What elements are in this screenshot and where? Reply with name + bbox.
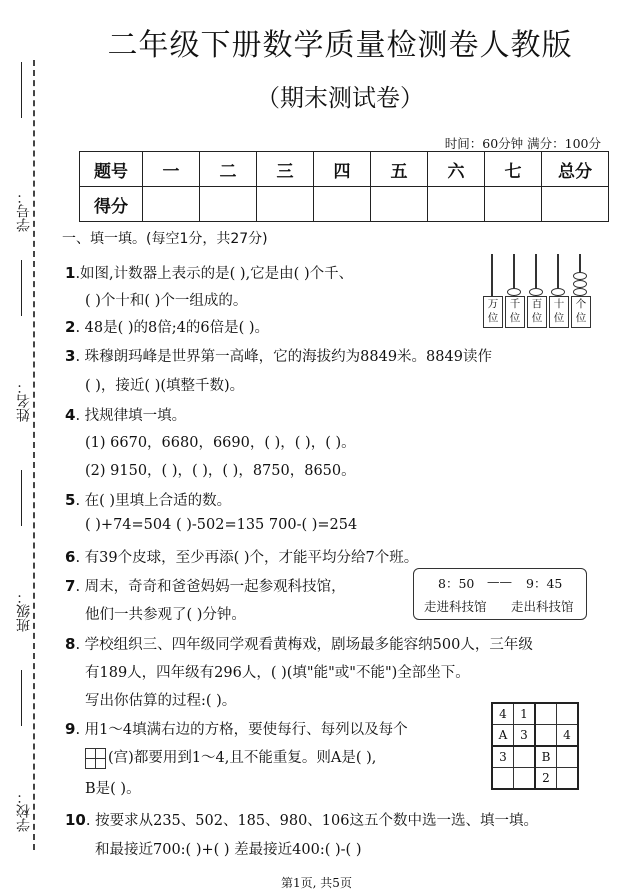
sudoku-cell: A bbox=[492, 725, 514, 747]
sudoku-cell: B bbox=[535, 746, 557, 768]
question-text: . 在( )里填上合适的数。 bbox=[75, 493, 232, 509]
question-text: .如图,计数器上表示的是( ),它是由( )个千、 bbox=[75, 266, 354, 282]
question-text: (宫)都要用到1～4,且不能重复。则A是( ), bbox=[108, 750, 377, 766]
question-text: . 48是( )的8倍;4的6倍是( )。 bbox=[75, 320, 270, 336]
question-4-line-1 bbox=[65, 404, 186, 425]
sudoku-cell bbox=[557, 768, 579, 790]
question-number: 9 bbox=[65, 720, 76, 738]
question-text: . 找规律填一填。 bbox=[75, 408, 187, 424]
question-7-line-2: 他们一共参观了( )分钟。 bbox=[85, 607, 246, 623]
sudoku-cell: 1 bbox=[514, 703, 536, 725]
time-dash: —— bbox=[487, 574, 512, 589]
sudoku-cell bbox=[557, 703, 579, 725]
score-cell[interactable] bbox=[542, 187, 609, 222]
score-row bbox=[80, 187, 609, 222]
page-subtitle: （期末测试卷） bbox=[256, 84, 424, 112]
question-text: . 有39个皮球，至少再添( )个，才能平均分给7个班。 bbox=[75, 550, 419, 566]
question-2 bbox=[65, 316, 269, 337]
side-label-student-number: 学号： bbox=[16, 190, 32, 232]
score-row-label: 得分 bbox=[80, 187, 143, 222]
abacus-bead bbox=[573, 288, 587, 296]
time-exit: 9：45 bbox=[526, 576, 563, 591]
abacus-bead bbox=[551, 288, 565, 296]
abacus-bead bbox=[507, 288, 521, 296]
score-header-cell: 题号 bbox=[80, 152, 143, 187]
question-text: . 周末，奇奇和爸爸妈妈一起参观科技馆， bbox=[75, 579, 346, 595]
question-7-line-1 bbox=[65, 575, 346, 596]
score-cell[interactable] bbox=[143, 187, 200, 222]
score-cell[interactable] bbox=[485, 187, 542, 222]
question-8-line-2: 有189人，四年级有296人，( )(填"能"或"不能")全部坐下。 bbox=[85, 665, 470, 681]
score-cell[interactable] bbox=[314, 187, 371, 222]
sudoku-cell bbox=[514, 768, 536, 790]
mini-grid-icon bbox=[85, 748, 106, 769]
abacus-bead bbox=[573, 280, 587, 288]
page-title: 二年级下册数学质量检测卷人教版 bbox=[107, 28, 573, 63]
sudoku-cell: 4 bbox=[557, 725, 579, 747]
score-header-cell: 一 bbox=[143, 152, 200, 187]
section-heading: 一、填一填。(每空1分，共27分) bbox=[62, 231, 268, 247]
sudoku-cell bbox=[557, 746, 579, 768]
sudoku-cell: 3 bbox=[492, 746, 514, 768]
side-label-class: 班级： bbox=[16, 590, 32, 632]
question-number: 7 bbox=[65, 577, 76, 595]
abacus-bead bbox=[573, 272, 587, 280]
sudoku-cell bbox=[535, 703, 557, 725]
score-header-row bbox=[80, 152, 609, 187]
question-number: 4 bbox=[65, 406, 76, 424]
abacus-diagram bbox=[481, 250, 589, 330]
question-4-line-3: (2) 9150，( )，( )，( )，8750，8650。 bbox=[85, 463, 356, 479]
sudoku-cell bbox=[492, 768, 514, 790]
question-4-line-2: (1) 6670，6680，6690，( )，( )，( )。 bbox=[85, 435, 356, 451]
abacus-place-label: 百位 bbox=[527, 296, 547, 328]
side-fill-line-school bbox=[21, 670, 22, 726]
question-number: 2 bbox=[65, 318, 76, 336]
time-exit-label: 走出科技馆 bbox=[511, 599, 574, 614]
question-text: . 珠穆朗玛峰是世界第一高峰，它的海拔约为8849米。8849读作 bbox=[75, 349, 492, 365]
score-header-cell: 六 bbox=[428, 152, 485, 187]
score-cell[interactable] bbox=[200, 187, 257, 222]
question-9-line-1 bbox=[65, 718, 408, 739]
sudoku-cell: 2 bbox=[535, 768, 557, 790]
abacus-place-label: 十位 bbox=[549, 296, 569, 328]
question-5-line-1 bbox=[65, 489, 231, 510]
question-10-line-1 bbox=[65, 809, 538, 830]
sudoku-cell bbox=[514, 746, 536, 768]
question-5-line-2: ( )+74=504 ( )-502=135 700-( )=254 bbox=[85, 517, 358, 533]
score-header-cell: 五 bbox=[371, 152, 428, 187]
score-header-cell: 总分 bbox=[542, 152, 609, 187]
side-fill-line-name bbox=[21, 260, 22, 316]
question-text: . 学校组织三、四年级同学观看黄梅戏，剧场最多能容纳500人，三年级 bbox=[75, 637, 533, 653]
question-1-line-1 bbox=[65, 262, 353, 283]
side-fill-line-class bbox=[21, 470, 22, 526]
time-enter: 8：50 bbox=[438, 576, 475, 591]
question-number: 10 bbox=[65, 811, 86, 829]
score-header-cell: 七 bbox=[485, 152, 542, 187]
exam-meta: 时间：60分钟 满分：100分 bbox=[444, 136, 601, 151]
score-header-cell: 四 bbox=[314, 152, 371, 187]
question-6 bbox=[65, 546, 418, 567]
question-8-line-3: 写出你估算的过程:( )。 bbox=[85, 693, 237, 709]
side-label-school: 学校： bbox=[16, 790, 32, 832]
page-footer: 第1页, 共5页 bbox=[281, 876, 352, 890]
question-number: 8 bbox=[65, 635, 76, 653]
question-3-line-1 bbox=[65, 345, 492, 366]
side-label-name: 姓名： bbox=[16, 380, 32, 422]
abacus-place-label: 个位 bbox=[571, 296, 591, 328]
abacus-bead bbox=[529, 288, 543, 296]
abacus-place-label: 万位 bbox=[483, 296, 503, 328]
time-enter-label: 走进科技馆 bbox=[424, 599, 487, 614]
abacus-place-label: 千位 bbox=[505, 296, 525, 328]
question-3-line-2: ( )，接近( )(填整千数)。 bbox=[85, 378, 245, 394]
sudoku-grid bbox=[491, 702, 579, 790]
question-8-line-1 bbox=[65, 633, 533, 654]
question-text: . 用1～4填满右边的方格，要使每行、每列以及每个 bbox=[75, 722, 408, 738]
score-cell[interactable] bbox=[257, 187, 314, 222]
score-header-cell: 三 bbox=[257, 152, 314, 187]
score-cell[interactable] bbox=[428, 187, 485, 222]
sudoku-cell: 4 bbox=[492, 703, 514, 725]
question-10-line-2: 和最接近700:( )+( ) 差最接近400:( )-( ) bbox=[95, 842, 362, 858]
question-text: . 按要求从235、502、185、980、106这五个数中选一选、填一填。 bbox=[85, 813, 538, 829]
question-9-line-2 bbox=[85, 746, 376, 769]
time-box bbox=[413, 568, 587, 620]
question-number: 5 bbox=[65, 491, 76, 509]
question-number: 1 bbox=[65, 264, 76, 282]
sudoku-cell: 3 bbox=[514, 725, 536, 747]
score-cell[interactable] bbox=[371, 187, 428, 222]
question-1-line-2: ( )个十和( )个一组成的。 bbox=[85, 293, 248, 309]
score-header-cell: 二 bbox=[200, 152, 257, 187]
question-9-line-3: B是( )。 bbox=[85, 781, 141, 797]
question-number: 6 bbox=[65, 548, 76, 566]
score-table bbox=[79, 151, 609, 222]
side-fill-line-number bbox=[21, 62, 22, 118]
sudoku-cell bbox=[535, 725, 557, 747]
question-number: 3 bbox=[65, 347, 76, 365]
binding-dashed-line bbox=[33, 60, 35, 850]
